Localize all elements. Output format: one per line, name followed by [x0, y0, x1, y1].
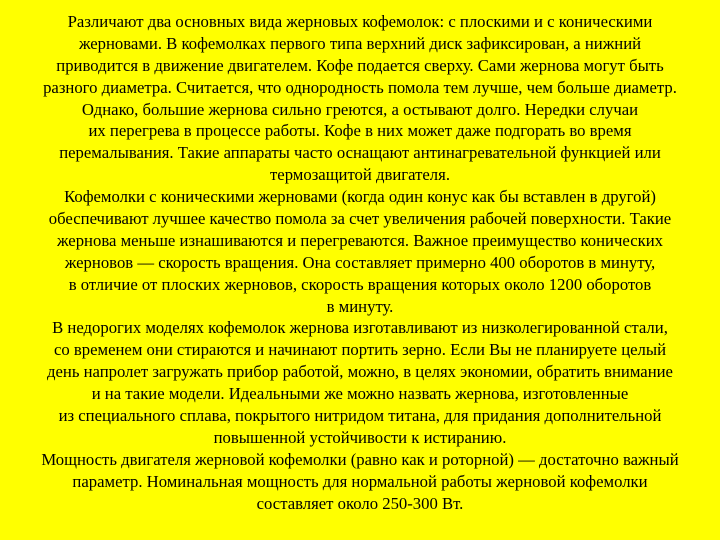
text-line: параметр. Номинальная мощность для нормальной работы жерновой кофемолки — [72, 471, 648, 491]
text-line: из специального сплава, покрытого нитридом титана, для придания дополнительной — [58, 406, 662, 426]
text-line: со временем они стираются и начинают портить зерно. Если Вы не планируете целый — [53, 340, 667, 360]
text-line: день напролет загружать прибор работой, можно, в целях экономии, обратить внимание — [47, 362, 673, 382]
text-line: Мощность двигателя жерновой кофемолки (равно как и роторной) — достаточно важный — [41, 449, 679, 469]
text-line: составляет около 250-300 Вт. — [256, 493, 464, 513]
text-line: перемалывания. Такие аппараты часто оснащают антинагревательной функцией или — [59, 143, 661, 163]
text-line: жернова меньше изнашиваются и перегреваются. Важное преимущество конических — [57, 230, 663, 250]
text-line: в отличие от плоских жерновов, скорость вращения которых около 1200 оборотов — [68, 274, 652, 294]
text-line: их перегрева в процессе работы. Кофе в них может даже подгорать во время — [88, 121, 632, 141]
text-line: и на такие модели. Идеальными же можно назвать жернова, изготовленные — [91, 384, 629, 404]
text-line: термозащитой двигателя. — [270, 165, 450, 185]
text-line: разного диаметра. Считается, что однородность помола тем лучше, чем больше диаметр. — [43, 77, 677, 97]
text-line: жерновами. В кофемолках первого типа верхний диск зафиксирован, а нижний — [78, 33, 642, 53]
article-text — [0, 11, 720, 514]
text-line: Однако, большие жернова сильно греются, а остывают долго. Нередки случаи — [81, 99, 639, 119]
text-line: Кофемолки с коническими жерновами (когда один конус как бы вставлен в другой) — [64, 187, 656, 207]
text-line: В недорогих моделях кофемолок жернова изготавливают из низколегированной стали, — [52, 318, 668, 338]
text-line: обеспечивают лучшее качество помола за счет увеличения рабочей поверхности. Такие — [48, 209, 672, 229]
text-line: в минуту. — [326, 296, 394, 316]
text-line: Различают два основных вида жерновых кофемолок: с плоскими и с коническими — [67, 12, 653, 31]
text-line: повышенной устойчивости к истиранию. — [213, 427, 507, 447]
text-line: жерновов — скорость вращения. Она составляет примерно 400 оборотов в минуту, — [64, 252, 656, 272]
text-line: приводится в движение двигателем. Кофе подается сверху. Сами жернова могут быть — [56, 55, 664, 75]
